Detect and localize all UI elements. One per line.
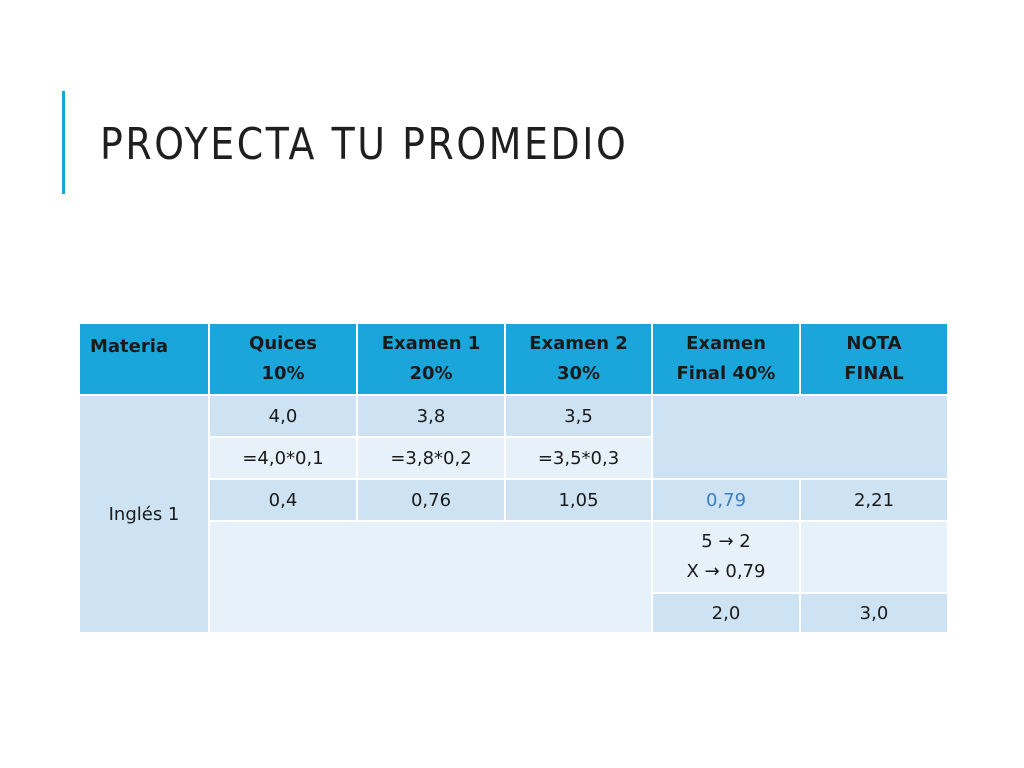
header-examen-final: Examen Final 40% — [652, 323, 800, 395]
examen-2-weighted: 1,05 — [505, 479, 652, 521]
examen-final-result: 2,0 — [652, 593, 800, 633]
grades-table — [78, 322, 949, 634]
examen-2-formula: =3,5*0,3 — [505, 437, 652, 479]
header-materia: Materia — [79, 323, 209, 395]
empty-block-cell — [209, 521, 652, 633]
nota-final-weighted: 2,21 — [800, 479, 948, 521]
nota-final-result: 3,0 — [800, 593, 948, 633]
subject-cell: Inglés 1 — [79, 395, 209, 633]
examen-1-weighted: 0,76 — [357, 479, 505, 521]
weighted-row — [79, 479, 948, 521]
header-quices: Quices 10% — [209, 323, 357, 395]
header-row — [79, 323, 948, 395]
quices-formula: =4,0*0,1 — [209, 437, 357, 479]
empty-final-cell — [652, 395, 948, 479]
quices-weighted: 0,4 — [209, 479, 357, 521]
examen-1-grade: 3,8 — [357, 395, 505, 437]
proportion-cell: 5 → 2 X → 0,79 — [652, 521, 800, 593]
header-nota-final: NOTA FINAL — [800, 323, 948, 395]
empty-nota-cell — [800, 521, 948, 593]
examen-2-grade: 3,5 — [505, 395, 652, 437]
proportion-row — [79, 521, 948, 593]
examen-final-weighted: 0,79 — [652, 479, 800, 521]
header-examen-1: Examen 1 20% — [357, 323, 505, 395]
slide-title: PROYECTA TU PROMEDIO — [100, 119, 629, 170]
quices-grade: 4,0 — [209, 395, 357, 437]
header-examen-2: Examen 2 30% — [505, 323, 652, 395]
examen-1-formula: =3,8*0,2 — [357, 437, 505, 479]
grades-row — [79, 395, 948, 437]
title-accent-bar — [62, 91, 65, 194]
